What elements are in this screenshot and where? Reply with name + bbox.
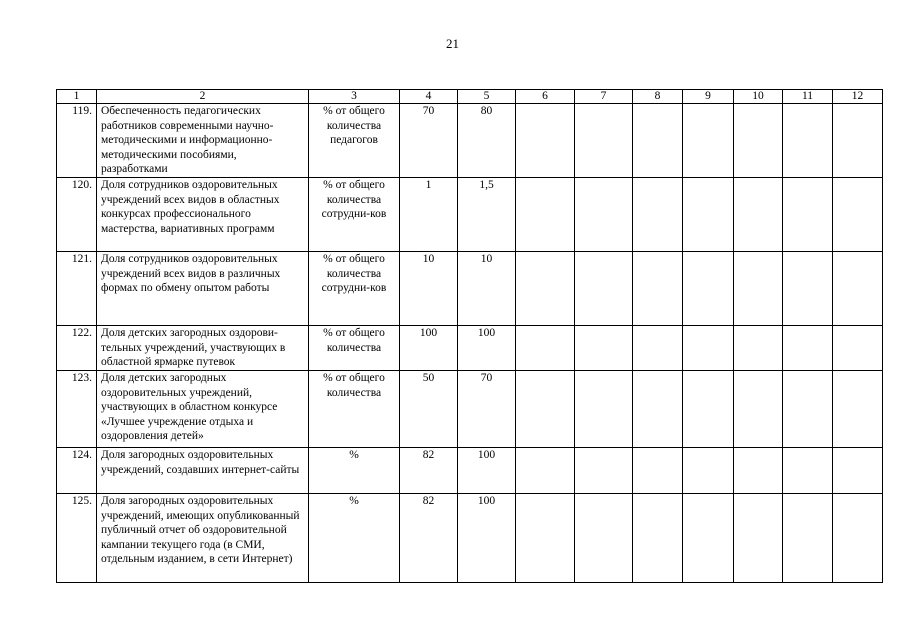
- value-col-4: 10: [400, 252, 458, 326]
- row-number: 124.: [57, 448, 97, 494]
- empty-cell: [783, 104, 833, 178]
- empty-cell: [516, 371, 575, 448]
- value-col-5: 70: [458, 371, 516, 448]
- empty-cell: [683, 104, 734, 178]
- unit-cell: % от общего количества педагогов: [309, 104, 400, 178]
- empty-cell: [833, 252, 883, 326]
- value-col-5: 100: [458, 326, 516, 371]
- empty-cell: [633, 448, 683, 494]
- empty-cell: [833, 494, 883, 583]
- table-row: [57, 252, 883, 326]
- empty-cell: [633, 252, 683, 326]
- empty-cell: [633, 178, 683, 252]
- value-col-5: 80: [458, 104, 516, 178]
- value-col-4: 50: [400, 371, 458, 448]
- indicator-name: Доля детских загородных оздорови-тельных учреждений, участвующих в областной ярмарке путевок: [97, 326, 309, 371]
- table-row: [57, 104, 883, 178]
- empty-cell: [516, 326, 575, 371]
- empty-cell: [516, 448, 575, 494]
- empty-cell: [633, 494, 683, 583]
- empty-cell: [734, 252, 783, 326]
- empty-cell: [633, 326, 683, 371]
- value-col-5: 100: [458, 448, 516, 494]
- indicator-name: Доля детских загородных оздоровительных учреждений, участвующих в областном конкурсе «Лучшее учреждение отдыха и оздоровления детей»: [97, 371, 309, 448]
- row-number: 123.: [57, 371, 97, 448]
- empty-cell: [516, 494, 575, 583]
- unit-cell: % от общего количества сотрудни-ков: [309, 252, 400, 326]
- row-number: 121.: [57, 252, 97, 326]
- empty-cell: [683, 494, 734, 583]
- empty-cell: [833, 178, 883, 252]
- empty-cell: [575, 448, 633, 494]
- empty-cell: [783, 448, 833, 494]
- column-header: 11: [783, 90, 833, 104]
- empty-cell: [575, 252, 633, 326]
- empty-cell: [833, 371, 883, 448]
- value-col-5: 100: [458, 494, 516, 583]
- indicator-name: Обеспеченность педагогических работников современными научно-методическими и информационно-методическими пособиями, разработками: [97, 104, 309, 178]
- value-col-4: 82: [400, 494, 458, 583]
- empty-cell: [516, 252, 575, 326]
- empty-cell: [633, 371, 683, 448]
- unit-cell: % от общего количества: [309, 326, 400, 371]
- empty-cell: [783, 178, 833, 252]
- column-header: 7: [575, 90, 633, 104]
- value-col-5: 1,5: [458, 178, 516, 252]
- table-row: [57, 326, 883, 371]
- row-number: 119.: [57, 104, 97, 178]
- unit-cell: % от общего количества сотрудни-ков: [309, 178, 400, 252]
- page-number: 21: [446, 36, 459, 51]
- empty-cell: [734, 326, 783, 371]
- empty-cell: [783, 252, 833, 326]
- header-row: [57, 90, 883, 104]
- indicator-name: Доля загородных оздоровительных учреждений, создавших интернет-сайты: [97, 448, 309, 494]
- empty-cell: [734, 371, 783, 448]
- empty-cell: [833, 326, 883, 371]
- column-header: 4: [400, 90, 458, 104]
- value-col-5: 10: [458, 252, 516, 326]
- empty-cell: [783, 371, 833, 448]
- column-header: 3: [309, 90, 400, 104]
- empty-cell: [783, 326, 833, 371]
- column-header: 8: [633, 90, 683, 104]
- row-number: 120.: [57, 178, 97, 252]
- empty-cell: [783, 494, 833, 583]
- column-header: 5: [458, 90, 516, 104]
- empty-cell: [575, 494, 633, 583]
- empty-cell: [575, 104, 633, 178]
- empty-cell: [575, 326, 633, 371]
- indicator-name: Доля сотрудников оздоровительных учреждений всех видов в областных конкурсах профессионального мастерства, вариативных программ: [97, 178, 309, 252]
- value-col-4: 70: [400, 104, 458, 178]
- unit-cell: %: [309, 494, 400, 583]
- column-header: 6: [516, 90, 575, 104]
- unit-cell: %: [309, 448, 400, 494]
- unit-cell: % от общего количества: [309, 371, 400, 448]
- value-col-4: 82: [400, 448, 458, 494]
- empty-cell: [516, 104, 575, 178]
- indicator-name: Доля загородных оздоровительных учреждений, имеющих опубликованный публичный отчет об оздоровительной кампании текущего года (в СМИ, отдельным изданием, в сети Интернет): [97, 494, 309, 583]
- column-header: 12: [833, 90, 883, 104]
- table-row: [57, 371, 883, 448]
- empty-cell: [734, 448, 783, 494]
- column-header: 10: [734, 90, 783, 104]
- empty-cell: [683, 448, 734, 494]
- empty-cell: [683, 326, 734, 371]
- row-number: 125.: [57, 494, 97, 583]
- table-row: [57, 178, 883, 252]
- table-row: [57, 448, 883, 494]
- empty-cell: [734, 178, 783, 252]
- empty-cell: [683, 371, 734, 448]
- column-header: 9: [683, 90, 734, 104]
- empty-cell: [683, 178, 734, 252]
- empty-cell: [633, 104, 683, 178]
- empty-cell: [833, 448, 883, 494]
- table-row: [57, 494, 883, 583]
- empty-cell: [516, 178, 575, 252]
- empty-cell: [734, 494, 783, 583]
- empty-cell: [734, 104, 783, 178]
- row-number: 122.: [57, 326, 97, 371]
- value-col-4: 100: [400, 326, 458, 371]
- indicator-table: [56, 89, 883, 583]
- empty-cell: [833, 104, 883, 178]
- value-col-4: 1: [400, 178, 458, 252]
- column-header: 2: [97, 90, 309, 104]
- empty-cell: [575, 371, 633, 448]
- column-header: 1: [57, 90, 97, 104]
- empty-cell: [683, 252, 734, 326]
- empty-cell: [575, 178, 633, 252]
- indicator-name: Доля сотрудников оздоровительных учреждений всех видов в различных формах по обмену опытом работы: [97, 252, 309, 326]
